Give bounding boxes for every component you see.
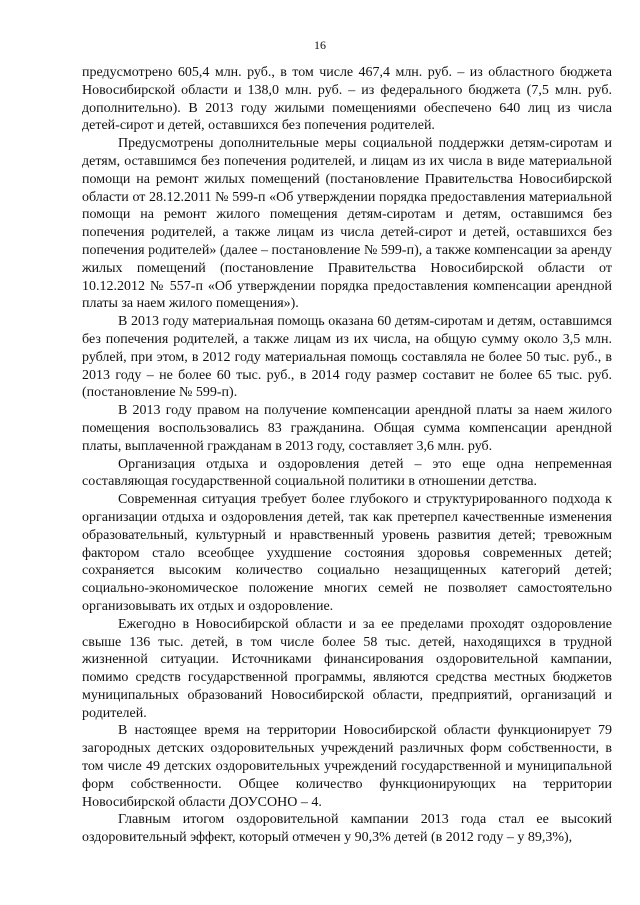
paragraph-support-measures: Предусмотрены дополнительные меры социальной поддержки детям-сиротам и детям, оставшимся без попечения родителей, и лицам из их числа в виде материальной помощи на ремонт жилых помещений (постановление Правительства Новосибирской области от 28.12.2011 № 599-п «Об утверждении порядка предоставления материальной помощи на ремонт жилого помещения детям-сиротам и детям, оставшимся без попечения родителей, а также лицам из числа детей-сирот и детей, оставшихся без попечения родителей» (далее – постановление № 599-п), а также компенсации за аренду жилых помещений (постановление Правительства Новосибирской области от 10.12.2012 № 557-п «Об утверждении порядка предоставления компенсации арендной платы за наем жилого помещения»). [82,136,612,312]
paragraph-annual-recreation: Ежегодно в Новосибирской области и за ее пределами проходят оздоровление свыше 136 тыс. детей, в том числе более 58 тыс. детей, находящихся в трудной жизненной ситуации. Источниками финансирования оздоровительной кампании, помимо средств государственной программы, являются средства местных бюджетов муниципальных образований Новосибирской области, предприятий, организаций и родителей. [82,616,612,721]
paragraph-recreation-intro: Организация отдыха и оздоровления детей – это еще одна непременная составляющая государственной социальной политики в отношении детства. [82,456,612,490]
paragraph-housing-funding: предусмотрено 605,4 млн. руб., в том числе 467,4 млн. руб. – из областного бюджета Новосибирской области и 138,0 млн. руб. – из федерального бюджета (7,5 млн. руб. дополнительно). В 2013 году жилыми помещениями обеспечено 640 лиц из числа детей-сирот и детей, оставшихся без попечения родителей. [82,65,612,134]
paragraph-material-assistance: В 2013 году материальная помощь оказана 60 детям-сиротам и детям, оставшимся без попечения родителей, а также лицам из их числа, на общую сумму около 3,5 млн. рублей, при этом, в 2012 году материальная помощь составляла не более 50 тыс. руб., в 2013 году – не более 60 тыс. руб., в 2014 году размер составит не более 65 тыс. руб. (постановление № 599-п). [82,314,612,401]
paragraph-current-situation: Современная ситуация требует более глубокого и структурированного подхода к организации отдыха и оздоровления детей, так как претерпел качественные изменения образовательный, культурный и нравственный уровень развития детей; тревожным фактором стало всеобщее ухудшение состояния здоровья современных детей; сохраняется высоким количество социально незащищенных категорий детей; социально-экономическое положение многих семей не позволяет самостоятельно организовывать их отдых и оздоровление. [82,492,612,614]
paragraph-campaign-results: Главным итогом оздоровительной кампании 2013 года стал ее высокий оздоровительный эффект, который отмечен у 90,3% детей (в 2012 году – у 89,3%), [82,812,612,846]
page-number: 16 [314,38,326,52]
paragraph-rent-compensation: В 2013 году правом на получение компенсации арендной платы за наем жилого помещения воспользовались 83 гражданина. Общая сумма компенсации арендной платы, выплаченной гражданам в 2013 году, составляет 3,6 млн. руб. [82,403,612,454]
paragraph-recreation-facilities: В настоящее время на территории Новосибирской области функционирует 79 загородных детских оздоровительных учреждений различных форм собственности, в том числе 49 детских оздоровительных учреждений государственной и муниципальной форм собственности. Общее количество функционирующих на территории Новосибирской области ДОУСОНО – 4. [82,723,612,810]
document-body [82,64,612,847]
